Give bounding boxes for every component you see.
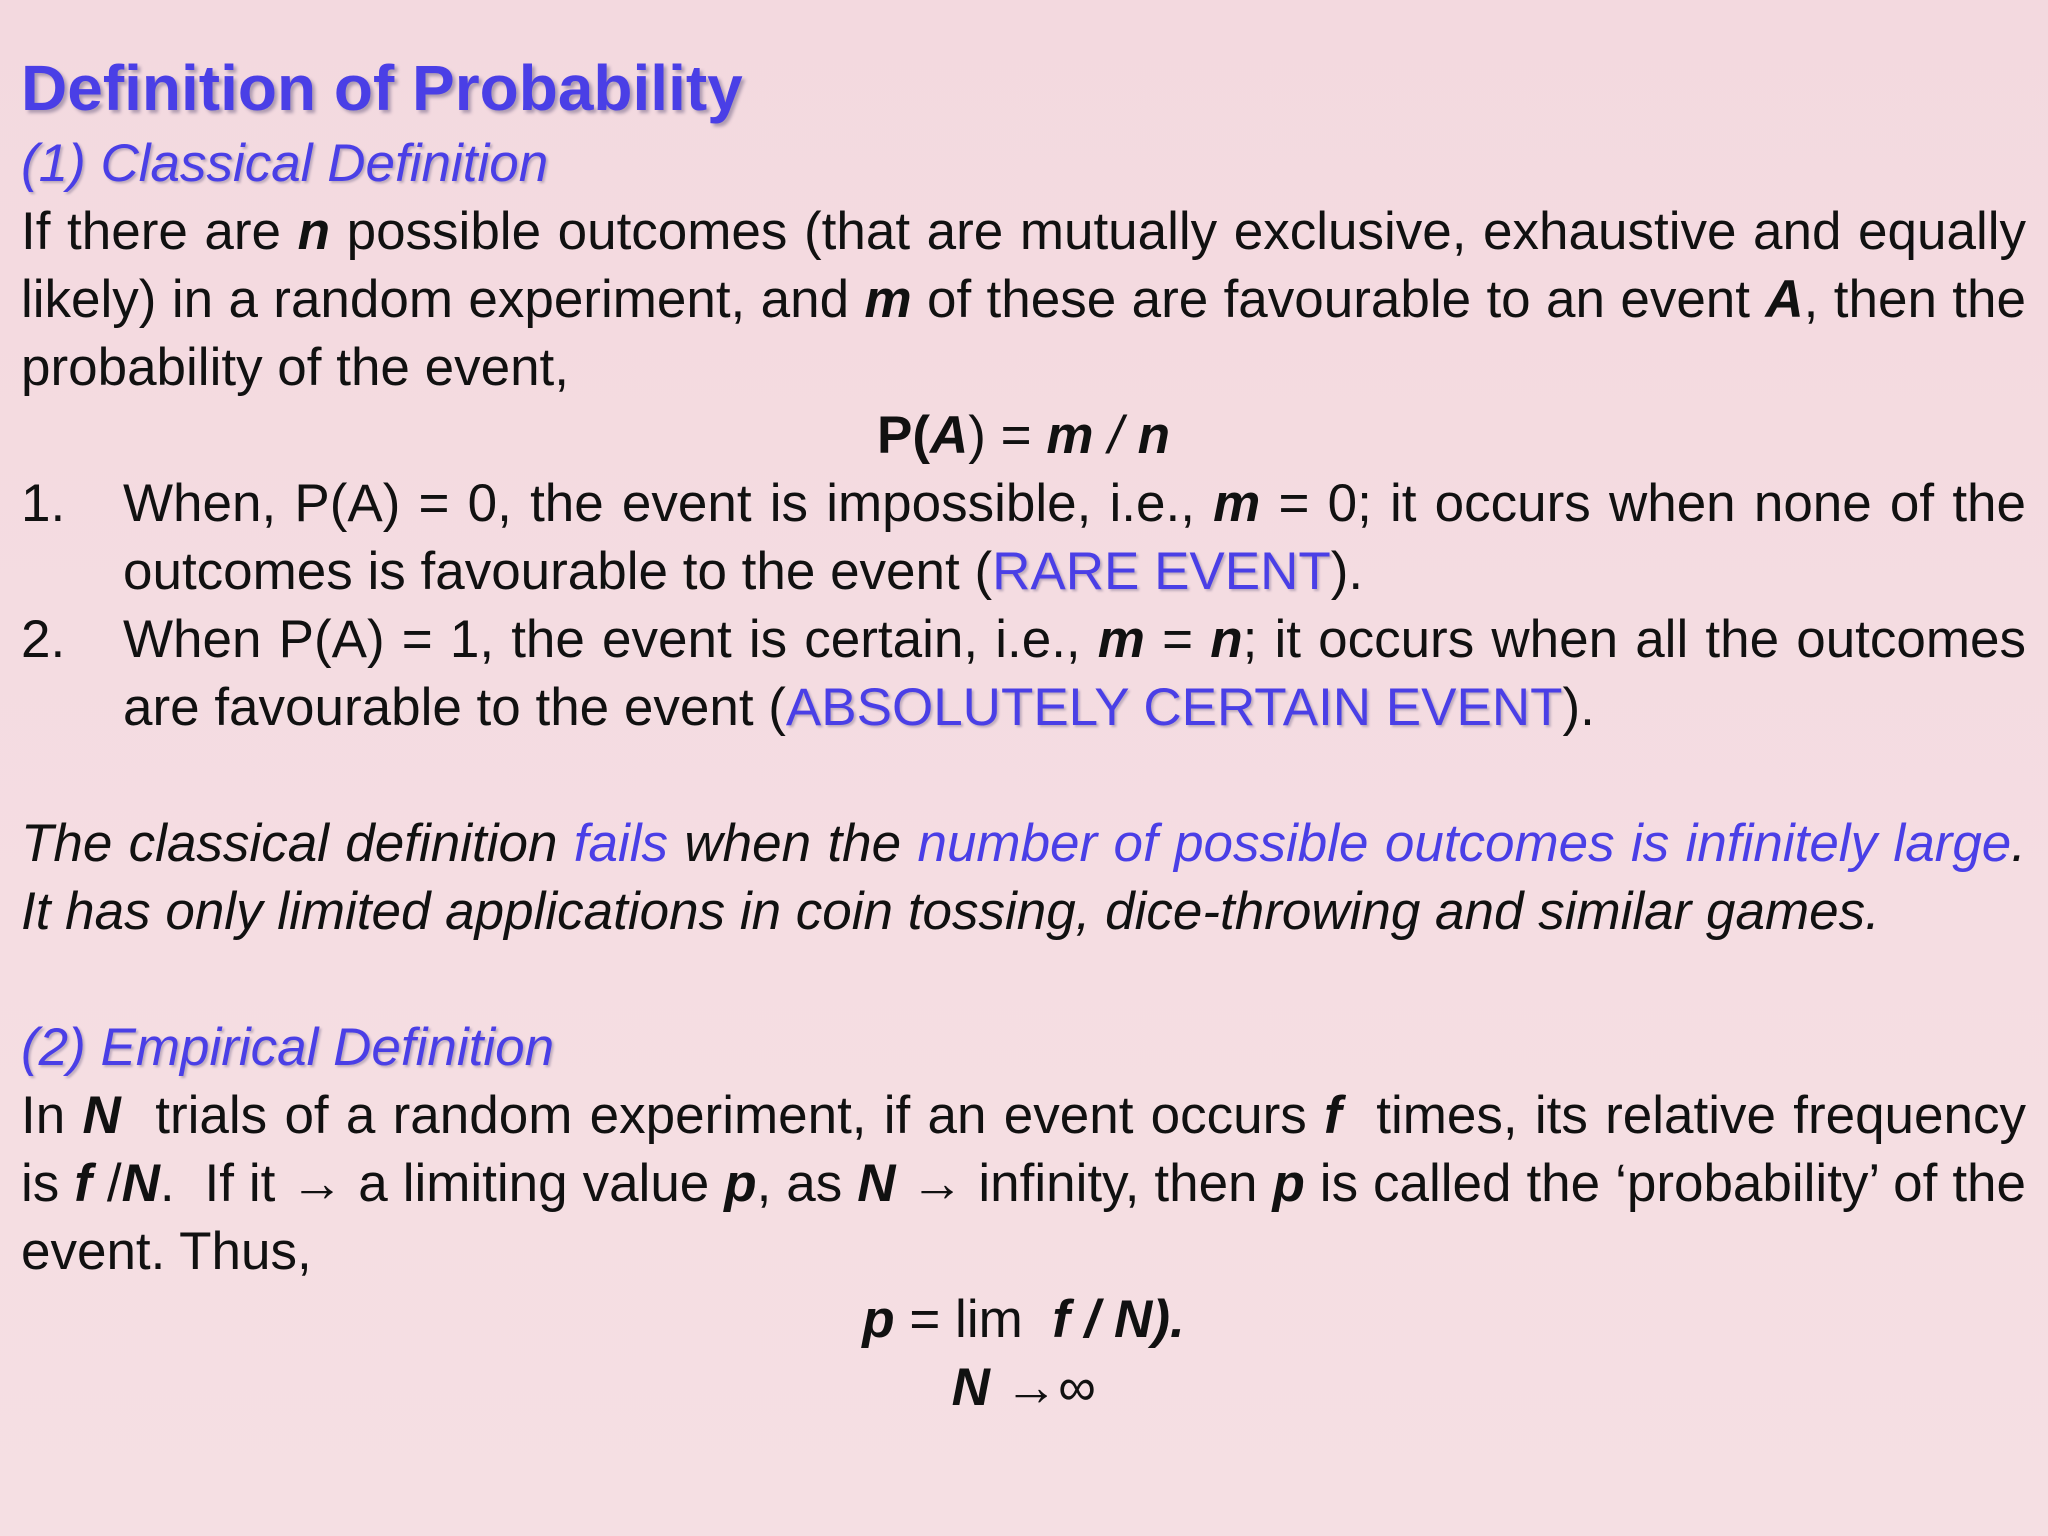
spacer xyxy=(21,742,2026,810)
var-a: A xyxy=(1765,270,1804,329)
list-item xyxy=(21,606,2026,742)
text-run: of these are favourable to an event xyxy=(911,270,1766,329)
formula-text: ) = xyxy=(968,406,1047,465)
var-n: n xyxy=(297,202,330,261)
formula-slash: / xyxy=(1093,406,1138,465)
infinite-outcomes-highlight: number of possible outcomes is infinitely large xyxy=(917,814,2012,873)
formula-p: P( xyxy=(876,406,930,465)
formula-n: n xyxy=(1137,406,1171,465)
text-run: → infinity, then xyxy=(895,1154,1273,1213)
classical-paragraph xyxy=(21,198,2026,402)
var-p: p xyxy=(724,1154,757,1213)
spacer xyxy=(21,946,2026,1014)
list-number: 2. xyxy=(21,610,66,669)
text-run: . It has only limited applications in coin tossing, dice-throwing and similar games. xyxy=(21,814,2027,941)
empirical-formula xyxy=(21,1286,2026,1354)
empirical-heading: (2) Empirical Definition xyxy=(21,1018,555,1077)
text-run: When P(A) = 1, the event is certain, i.e., xyxy=(123,610,1098,669)
var-n-trials: N xyxy=(82,1086,121,1145)
formula-m: m xyxy=(1046,406,1094,465)
text-run: = 0; it occurs when none of the outcomes is favourable to the event ( xyxy=(123,474,2026,601)
limit-n: N xyxy=(951,1358,990,1417)
classical-note xyxy=(21,810,2026,946)
text-run: possible outcomes (that are mutually exclusive, exhaustive and equally likely) in a random experiment, and xyxy=(21,202,2026,329)
var-f: f xyxy=(74,1154,92,1213)
limit-arrow-infinity: →∞ xyxy=(989,1358,1096,1417)
formula-a: A xyxy=(929,406,969,465)
formula-p: p xyxy=(862,1290,895,1349)
text-run: When, P(A) = 0, the event is impossible, i.e., xyxy=(123,474,1214,533)
var-f: f xyxy=(1324,1086,1342,1145)
text-run: is called the ‘probability’ of the event. Thus, xyxy=(21,1154,2027,1281)
text-run: / xyxy=(91,1154,122,1213)
empirical-paragraph xyxy=(21,1082,2041,1286)
text-run: The classical definition xyxy=(21,814,574,873)
var-n: n xyxy=(1210,610,1243,669)
formula-lim: = lim xyxy=(894,1290,1053,1349)
list-number: 1. xyxy=(21,474,66,533)
var-m: m xyxy=(1097,610,1145,669)
var-m: m xyxy=(864,270,912,329)
text-run: ). xyxy=(1330,542,1364,601)
var-n-trials: N xyxy=(857,1154,896,1213)
list-item-text xyxy=(123,470,2026,606)
var-m: m xyxy=(1213,474,1261,533)
slide-title: Definition of Probability xyxy=(21,52,743,124)
list-item-text xyxy=(123,606,2026,742)
empirical-limit xyxy=(21,1354,2026,1422)
list-item xyxy=(21,470,2026,606)
var-n-trials: N xyxy=(121,1154,160,1213)
rare-event-highlight: RARE EVENT xyxy=(992,542,1331,601)
text-run: ). xyxy=(1562,678,1595,737)
classical-heading: (1) Classical Definition xyxy=(21,134,549,193)
text-run: trials of a random experiment, if an event occurs xyxy=(120,1086,1325,1145)
text-run: when the xyxy=(668,814,918,873)
classical-formula xyxy=(21,402,2026,470)
formula-f-over-n: f / N). xyxy=(1052,1290,1185,1349)
text-run: times, its relative frequency is xyxy=(21,1086,2041,1213)
text-run: , as xyxy=(756,1154,858,1213)
fails-highlight: fails xyxy=(573,814,669,873)
certain-event-highlight: ABSOLUTELY CERTAIN EVENT xyxy=(785,678,1563,737)
text-run: ; it occurs when all the outcomes are favourable to the event ( xyxy=(123,610,2026,737)
text-run: . If it → a limiting value xyxy=(159,1154,725,1213)
slide xyxy=(21,46,2041,1422)
text-run: , then the probability of the event, xyxy=(21,270,2026,397)
var-p: p xyxy=(1272,1154,1305,1213)
text-run: In xyxy=(21,1086,83,1145)
text-run: = xyxy=(1144,610,1211,669)
text-run: If there are xyxy=(21,202,298,261)
